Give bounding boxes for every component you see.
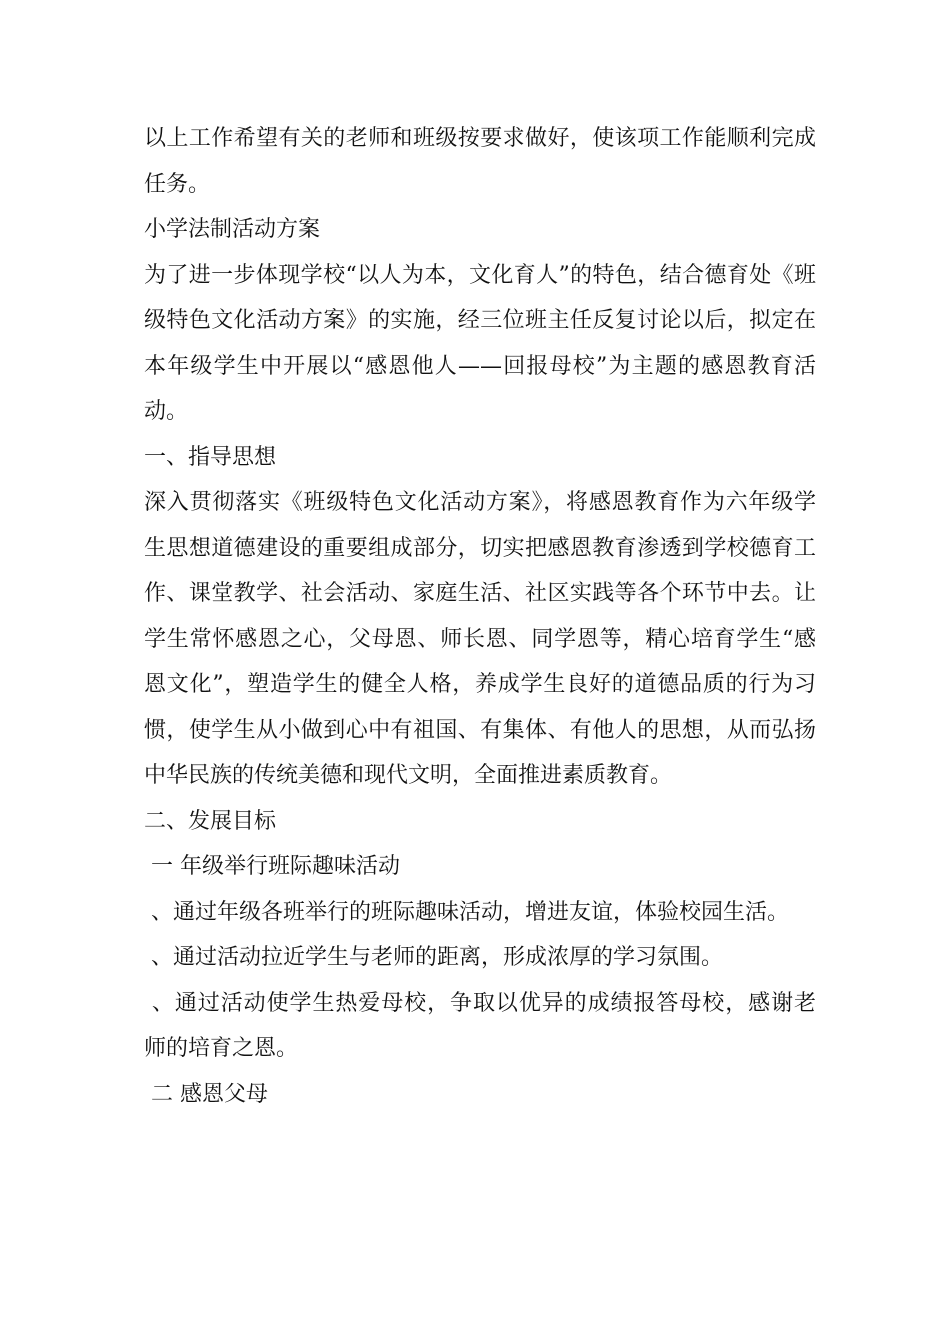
paragraph-line: 中华民族的传统美德和现代文明，全面推进素质教育。: [144, 763, 673, 788]
paragraph-line: 级特色文化活动方案》的实施，经三位班主任反复讨论以后，拟定在: [144, 308, 816, 333]
list-item: 、通过活动拉近学生与老师的距离，形成浓厚的学习氛围。: [144, 945, 723, 970]
paragraph-line: 学生常怀感恩之心，父母恩、师长恩、同学恩等，精心培育学生“感: [144, 626, 816, 652]
section-heading: 二、发展目标: [144, 808, 277, 834]
paragraph-line: 恩文化”，塑造学生的健全人格，养成学生良好的道德品质的行为习: [144, 672, 816, 697]
paragraph-line: 惯，使学生从小做到心中有祖国、有集体、有他人的思想，从而弘扬: [144, 717, 816, 743]
paragraph-line: 师的培育之恩。: [144, 1036, 299, 1061]
paragraph-line: 为了进一步体现学校“以人为本，文化育人”的特色，结合德育处《班: [144, 262, 816, 288]
list-item: 、通过活动使学生热爱母校，争取以优异的成绩报答母校，感谢老: [144, 990, 816, 1016]
paragraph-line: 任务。: [144, 171, 211, 197]
paragraph-line: 作、课堂教学、社会活动、家庭生活、社区实践等各个环节中去。让: [144, 581, 816, 606]
subsection-heading: 二 感恩父母: [144, 1081, 268, 1107]
paragraph-line: 本年级学生中开展以“感恩他人——回报母校”为主题的感恩教育活: [144, 353, 816, 379]
paragraph-line: 以上工作希望有关的老师和班级按要求做好，使该项工作能顺利完成: [144, 126, 816, 151]
section-heading: 一、指导思想: [144, 444, 277, 470]
document-body: [144, 116, 816, 1117]
paragraph-line: 动。: [144, 399, 189, 424]
section-title: 小学法制活动方案: [144, 217, 321, 242]
subsection-heading: 一 年级举行班际趣味活动: [144, 854, 400, 879]
paragraph-line: 生思想道德建设的重要组成部分，切实把感恩教育渗透到学校德育工: [144, 535, 816, 561]
list-item: 、通过年级各班举行的班际趣味活动，增进友谊，体验校园生活。: [144, 899, 789, 925]
paragraph-line: 深入贯彻落实《班级特色文化活动方案》，将感恩教育作为六年级学: [144, 490, 816, 515]
